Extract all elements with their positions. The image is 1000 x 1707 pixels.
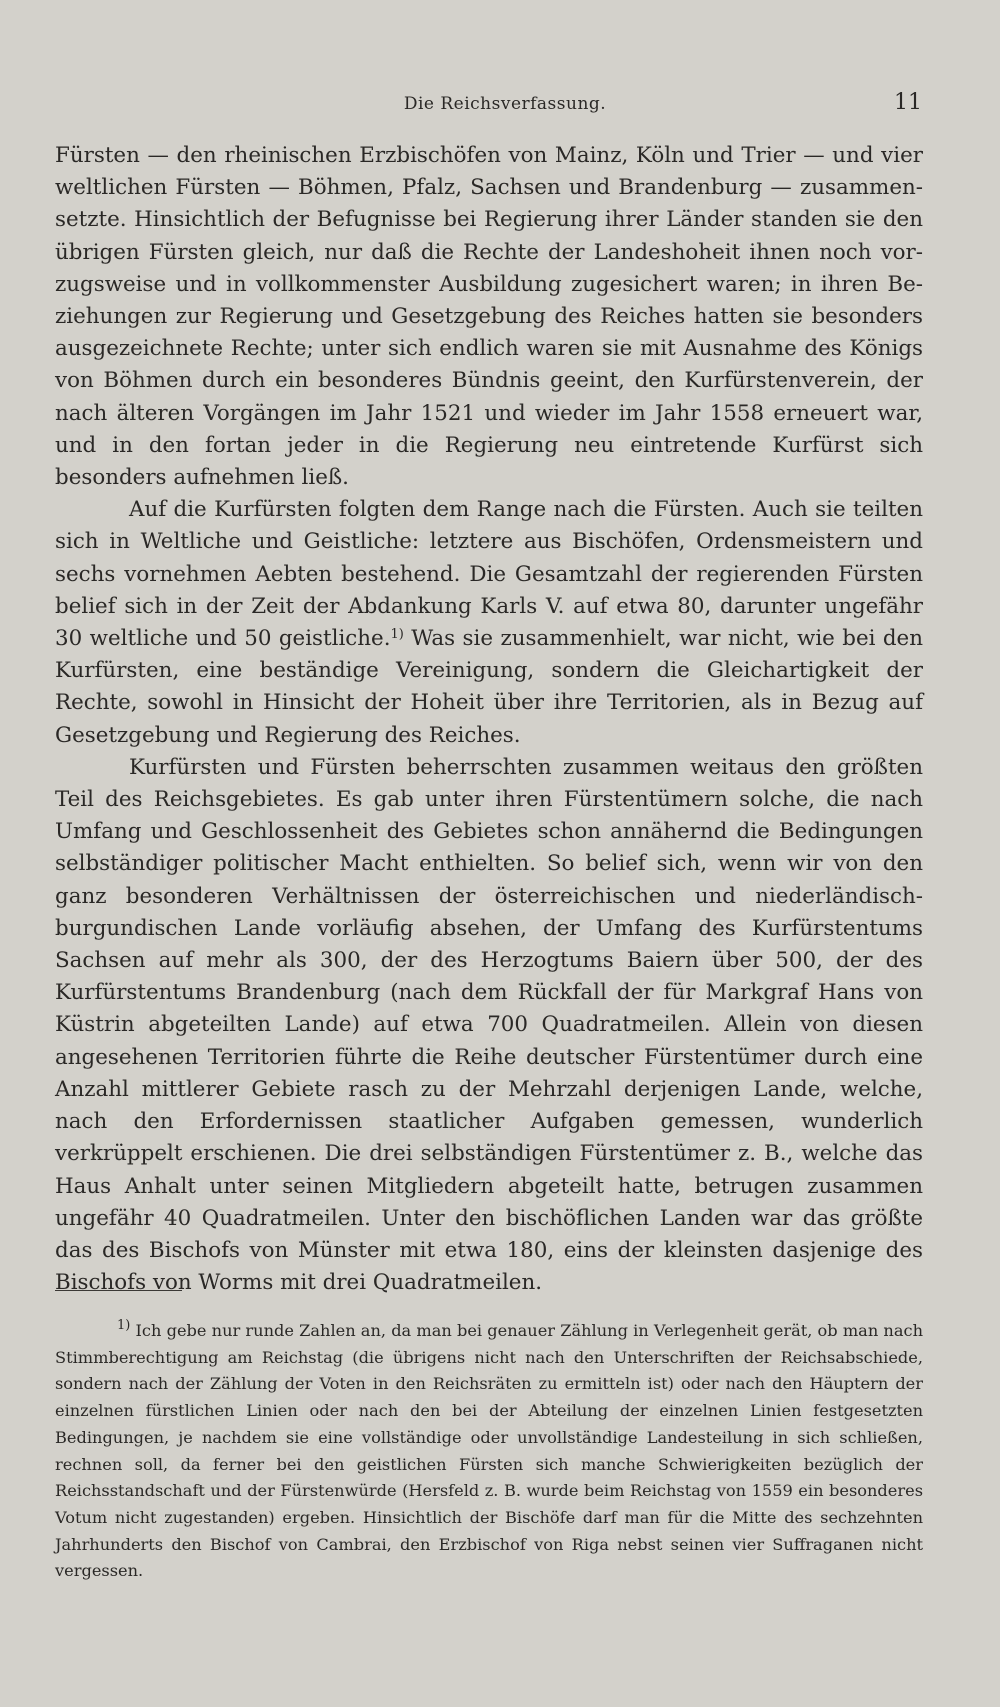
footnote-divider — [55, 1290, 182, 1291]
footnote-marker: 1) — [117, 1318, 131, 1333]
page-number: 11 — [894, 90, 922, 115]
footnote-reference: 1) — [390, 627, 404, 643]
page-header — [0, 92, 1000, 122]
paragraph-2 — [55, 494, 923, 752]
paragraph-3: Kurfürsten und Fürsten beherrschten zusammen weitaus den größten Teil des Reichsgebietes. Es gab unter ihren Fürstentümern solche, die nach Umfang und Geschlossenheit des Gebietes schon annähernd die Bedingungen selbständiger politischer Macht enthielten. So belief sich, wenn wir von den ganz besonderen Verhältnissen der österreichischen und niederländisch-burgundischen Lande vorläufig absehen, der Umfang des Kurfürstentums Sachsen auf mehr als 300, der des Herzogtums Baiern über 500, der des Kurfürstentums Brandenburg (nach dem Rückfall der für Markgraf Hans von Küstrin abgeteilten Lande) auf etwa 700 Quadratmeilen. Allein von diesen angesehenen Territorien führte die Reihe deutscher Fürstentümer durch eine Anzahl mittlerer Gebiete rasch zu der Mehrzahl derjenigen Lande, welche, nach den Erfordernissen staatlicher Aufgaben gemessen, wunderlich verkrüppelt erschienen. Die drei selbständigen Fürstentümer z. B., welche das Haus Anhalt unter seinen Mitgliedern abgeteilt hatte, betrugen zusammen ungefähr 40 Quadratmeilen. Unter den bischöflichen Landen war das größte das des Bischofs von Münster mit etwa 180, eins der kleinsten dasjenige des Bischofs von Worms mit drei Quadratmeilen. — [55, 754, 923, 1296]
paragraph-2-continuation: Was sie zusammenhielt, war nicht, wie bei den Kurfürsten, eine beständige Vereinigung, sondern die Gleichartigkeit der Rechte, sowohl in Hinsicht der Hoheit über ihre Territorien, als in Bezug auf Gesetzgebung und Regierung des Reiches. — [55, 626, 923, 748]
body-text — [55, 140, 923, 1299]
running-title: Die Reichsverfassung. — [403, 94, 607, 114]
footnote — [55, 1318, 923, 1585]
paragraph-2-text: Auf die Kurfürsten folgten dem Range nach die Fürsten. Auch sie teilten sich in Weltliche und Geistliche: letztere aus Bischöfen, Ordensmeistern und sechs vornehmen Aebten bestehend. Die Gesamtzahl der regierenden Fürsten belief sich in der Zeit der Abdankung Karls V. auf etwa 80, darunter ungefähr 30 weltliche und 50 geistliche. — [55, 497, 923, 652]
paragraph-1: Fürsten — den rheinischen Erzbischöfen von Mainz, Köln und Trier — und vier weltlichen Fürsten — Böhmen, Pfalz, Sachsen und Brandenburg — zusammensetzte. Hinsichtlich der Befugnisse bei Regierung ihrer Länder standen sie den übrigen Fürsten gleich, nur daß die Rechte der Landeshoheit ihnen noch vorzugsweise und in vollkommenster Ausbildung zugesichert waren; in ihren Beziehungen zur Regierung und Gesetzgebung des Reiches hatten sie besonders ausgezeichnete Rechte; unter sich endlich waren sie mit Ausnahme des Königs von Böhmen durch ein besonderes Bündnis geeint, den Kurfürstenverein, der nach älteren Vorgängen im Jahr 1521 und wieder im Jahr 1558 erneuert war, und in den fortan jeder in die Regierung neu eintretende Kurfürst sich besonders aufnehmen ließ. — [55, 143, 923, 491]
footnote-text: Ich gebe nur runde Zahlen an, da man bei genauer Zählung in Verlegenheit gerät, ob man nach Stimmberechtigung am Reichstag (die übrigens nicht nach den Unterschriften der Reichsabschiede, sondern nach der Zählung der Voten in den Reichsräten zu ermitteln ist) oder nach den Häuptern der einzelnen fürstlichen Linien oder nach den bei der Abteilung der einzelnen Linien festgesetzten Bedingungen, je nachdem sie eine vollständige oder unvollständige Landesteilung in sich schließen, rechnen soll, da ferner bei den geistlichen Fürsten sich manche Schwierigkeiten bezüglich der Reichsstandschaft und der Fürstenwürde (Hersfeld z. B. wurde beim Reichstag von 1559 ein besonderes Votum nicht zugestanden) ergeben. Hinsichtlich der Bischöfe darf man für die Mitte des sechzehnten Jahrhunderts den Bischof von Cambrai, den Erzbischof von Riga nebst seinen vier Suffraganen nicht vergessen. — [55, 1321, 923, 1581]
